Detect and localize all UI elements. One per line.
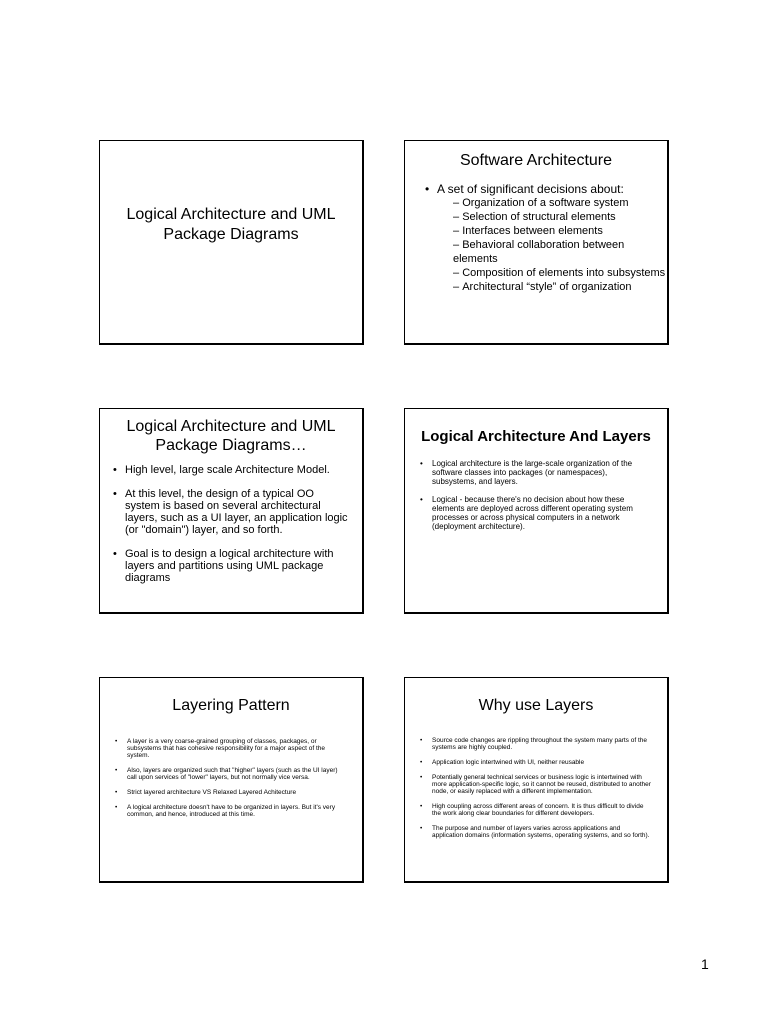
list-item: • Also, layers are organized such that "higher" layers (such as the UI layer) call upon services of "lower" layers, but not normally vice versa. — [115, 767, 348, 781]
list-item: • A layer is a very coarse-grained grouping of classes, packages, or subsystems that has cohesive responsibility for a major aspect of the system. — [115, 738, 348, 759]
list-item: • High level, large scale Architecture Model. — [113, 464, 348, 476]
bullet-list — [420, 737, 653, 839]
page-number: 1 — [701, 956, 709, 972]
slide-4 — [404, 408, 669, 614]
list-item: • At this level, the design of a typical OO system is based on several architectural layers, such as a UI layer, an application logic (or "domain") layer, and so forth. — [113, 488, 348, 536]
bullet-text: A set of significant decisions about: — [437, 182, 624, 196]
sub-list-item: – Behavioral collaboration between elements — [453, 238, 667, 266]
list-item: • Source code changes are rippling throughout the system many parts of the systems are highly coupled. — [420, 737, 653, 751]
slide-title: Why use Layers — [478, 697, 594, 714]
bullet-list — [115, 738, 348, 818]
list-item: • Potentially general technical services or business logic is intertwined with more application-specific logic, so it cannot be reused, distributed to another node, or easily replaced with a different implementation. — [420, 774, 653, 795]
list-item: • A logical architecture doesn't have to be organized in layers. But it's very common, and hence, introduced at this time. — [115, 804, 348, 818]
sub-list-item: – Architectural “style” of organization — [453, 280, 667, 294]
slide-title: Logical Architecture and UML Package Diagrams… — [126, 418, 336, 454]
list-item: • Logical - because there's no decision about how these elements are deployed across different operating system processes or across physical computers in a network (deployment architecture). — [420, 495, 653, 531]
sub-list — [453, 196, 667, 294]
slide-title: Software Architecture — [459, 152, 613, 169]
slide-title: Logical Architecture And Layers — [421, 428, 651, 445]
sub-list-item: – Composition of elements into subsystems — [453, 266, 667, 280]
sub-list-item: – Interfaces between elements — [453, 224, 667, 238]
slide-title: Logical Architecture and UML Package Diagrams — [126, 206, 336, 243]
bullet-list — [420, 459, 653, 531]
slide-6 — [404, 677, 669, 883]
slide-5 — [99, 677, 364, 883]
bullet-list — [113, 464, 348, 584]
slide-1 — [99, 140, 364, 345]
list-item — [425, 182, 667, 294]
bullet-list — [425, 182, 667, 294]
sub-list-item: – Organization of a software system — [453, 196, 667, 210]
list-item: • Logical architecture is the large-scale organization of the software classes into packages (or namespaces), subsystems, and layers. — [420, 459, 653, 486]
sub-list-item: – Selection of structural elements — [453, 210, 667, 224]
list-item: • Application logic intertwined with UI, neither reusable — [420, 759, 653, 766]
slide-2 — [404, 140, 669, 345]
slide-3 — [99, 408, 364, 614]
list-item: • High coupling across different areas of concern. It is thus difficult to divide the work along clear boundaries for different developers. — [420, 803, 653, 817]
list-item: • The purpose and number of layers varies across applications and application domains (information systems, operating systems, and so forth). — [420, 825, 653, 839]
list-item: • Goal is to design a logical architecture with layers and partitions using UML package diagrams — [113, 548, 348, 584]
slide-title: Layering Pattern — [172, 697, 290, 714]
list-item: • Strict layered architecture VS Relaxed Layered Achitecture — [115, 789, 348, 796]
